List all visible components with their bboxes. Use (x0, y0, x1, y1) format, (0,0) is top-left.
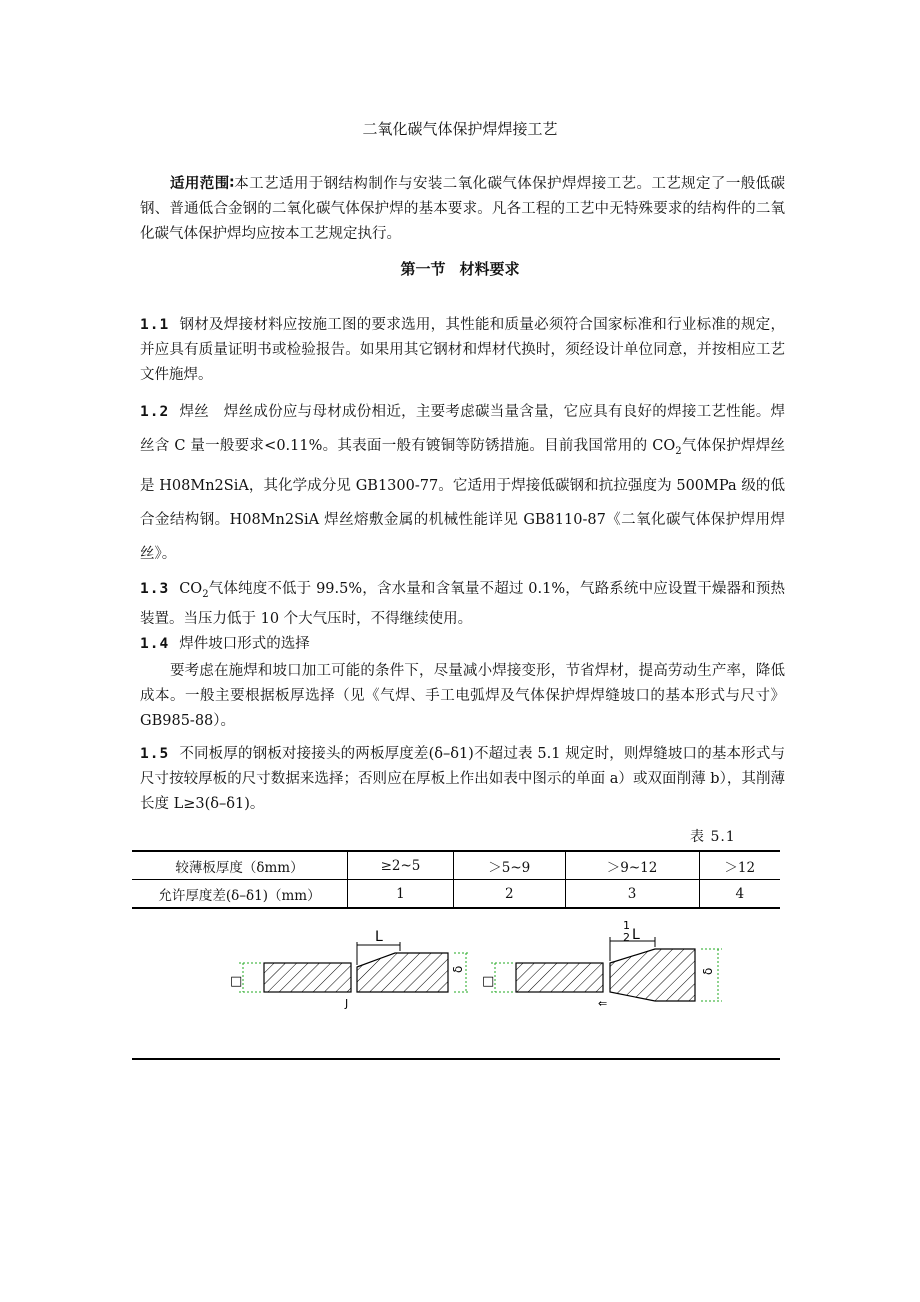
figure-mark: ⇐ (598, 997, 608, 1010)
box-glyph: □ (230, 974, 243, 989)
subscript: 2 (202, 588, 209, 600)
clause-1-4 (140, 632, 785, 657)
clause-text: 不同板厚的钢板对接接头的两板厚度差(δ–δ1)不超过表 5.1 规定时，则焊缝坡口的基本形式与尺寸按较厚板的尺寸数据来选择；否则应在厚板上作出如表中图示的单面 a）或双面削薄 b），其削薄长度 L≥3(δ–δ1)。 (140, 746, 785, 812)
clause-text-cont: 气体保护焊焊丝是 H08Mn2SiA，其化学成分见 GB1300-77。它适用于焊接低碳钢和抗拉强度为 500MPa 级的低合金结构钢。H08Mn2SiA 焊丝熔敷金属的机械性能详见 GB8110-87《二氧化碳气体保护焊用焊丝》。 (140, 438, 785, 562)
clause-1-5 (140, 742, 785, 817)
clause-number: 1.1 (140, 317, 170, 333)
table-row (132, 880, 780, 909)
length-label: L (632, 927, 640, 943)
table-cell: 3 (565, 880, 699, 909)
section-number: 第一节 (400, 260, 446, 278)
bottom-rule (132, 1058, 780, 1060)
table-cell: 允许厚度差(δ–δ1)（mm） (132, 880, 348, 909)
figure-double-side (482, 919, 722, 1010)
clause-number: 1.4 (140, 636, 170, 652)
thickness-table (132, 850, 780, 909)
clause-number: 1.3 (140, 581, 170, 597)
delta-label: δ (451, 965, 465, 973)
thinning-diagram (220, 915, 740, 1015)
table-cell: 4 (699, 880, 780, 909)
clause-text: 钢材及焊接材料应按施工图的要求选用，其性能和质量必须符合国家标准和行业标准的规定，并应具有质量证明书或检验报告。如果用其它钢材和焊材代换时，须经设计单位同意，并按相应工艺文件施焊。 (140, 317, 785, 383)
box-glyph: □ (482, 974, 495, 989)
figure-mark: J (345, 997, 349, 1010)
clause-number: 1.2 (140, 404, 170, 420)
table-cell: ＞5~9 (453, 851, 565, 880)
clause-1-1 (140, 313, 785, 388)
fraction-numerator: 1 (623, 919, 630, 932)
scope-text: 本工艺适用于钢结构制作与安装二氧化碳气体保护焊焊接工艺。工艺规定了一般低碳钢、普通低合金钢的二氧化碳气体保护焊的基本要求。凡各工程的工艺中无特殊要求的结构件的二氧化碳气体保护焊均应按本工艺规定执行。 (140, 176, 786, 242)
thin-plate (264, 963, 351, 992)
clause-text-cont: 气体纯度不低于 99.5%，含水量和含氧量不超过 0.1%，气路系统中应设置干燥器和预热装置。当压力低于 10 个大气压时，不得继续使用。 (140, 581, 785, 627)
subscript: 2 (675, 445, 682, 457)
section-title: 材料要求 (459, 260, 520, 278)
thick-plate-tapered (357, 953, 448, 992)
document-title: 二氧化碳气体保护焊焊接工艺 (362, 120, 558, 138)
clause-1-2 (140, 395, 785, 571)
thick-plate-double-tapered (610, 949, 695, 1001)
table-cell: ＞12 (699, 851, 780, 880)
table-row (132, 851, 780, 880)
clause-1-3 (140, 577, 785, 632)
fraction-denominator: 2 (623, 931, 630, 944)
clause-text: 焊丝 焊丝成份应与母材成份相近，主要考虑碳当量含量，它应具有良好的焊接工艺性能。焊丝含 C 量一般要求<0.11%。其表面一般有镀铜等防锈措施。目前我国常用的 CO (140, 404, 785, 454)
table-cell: 2 (453, 880, 565, 909)
length-label: L (375, 929, 383, 945)
clause-1-4-body: 要考虑在施焊和坡口加工可能的条件下，尽量减小焊接变形，节省焊材，提高劳动生产率，降低成本。一般主要根据板厚选择（见《气焊、手工电弧焊及气体保护焊焊缝坡口的基本形式与尺寸》GB985-88）。 (140, 663, 785, 729)
delta-label: δ (701, 967, 715, 975)
clause-text: CO (179, 581, 203, 597)
table-cell: 较薄板厚度（δmm） (132, 851, 348, 880)
table-cell: 1 (348, 880, 454, 909)
thin-plate (516, 963, 603, 992)
scope-label: 适用范围 (170, 176, 230, 192)
clause-title: 焊件坡口形式的选择 (179, 636, 310, 652)
section-heading (0, 258, 920, 279)
figure-single-side (230, 929, 470, 1010)
clause-number: 1.5 (140, 746, 170, 762)
scope-paragraph: 适用范围∶本工艺适用于钢结构制作与安装二氧化碳气体保护焊焊接工艺。工艺规定了一般低碳钢、普通低合金钢的二氧化碳气体保护焊的基本要求。凡各工程的工艺中无特殊要求的结构件的二氧化碳气体保护焊均应按本工艺规定执行。 (140, 176, 786, 242)
table-cell: ≥2~5 (348, 851, 454, 880)
table-caption: 表 5.1 (690, 829, 736, 845)
table-cell: ＞9~12 (565, 851, 699, 880)
